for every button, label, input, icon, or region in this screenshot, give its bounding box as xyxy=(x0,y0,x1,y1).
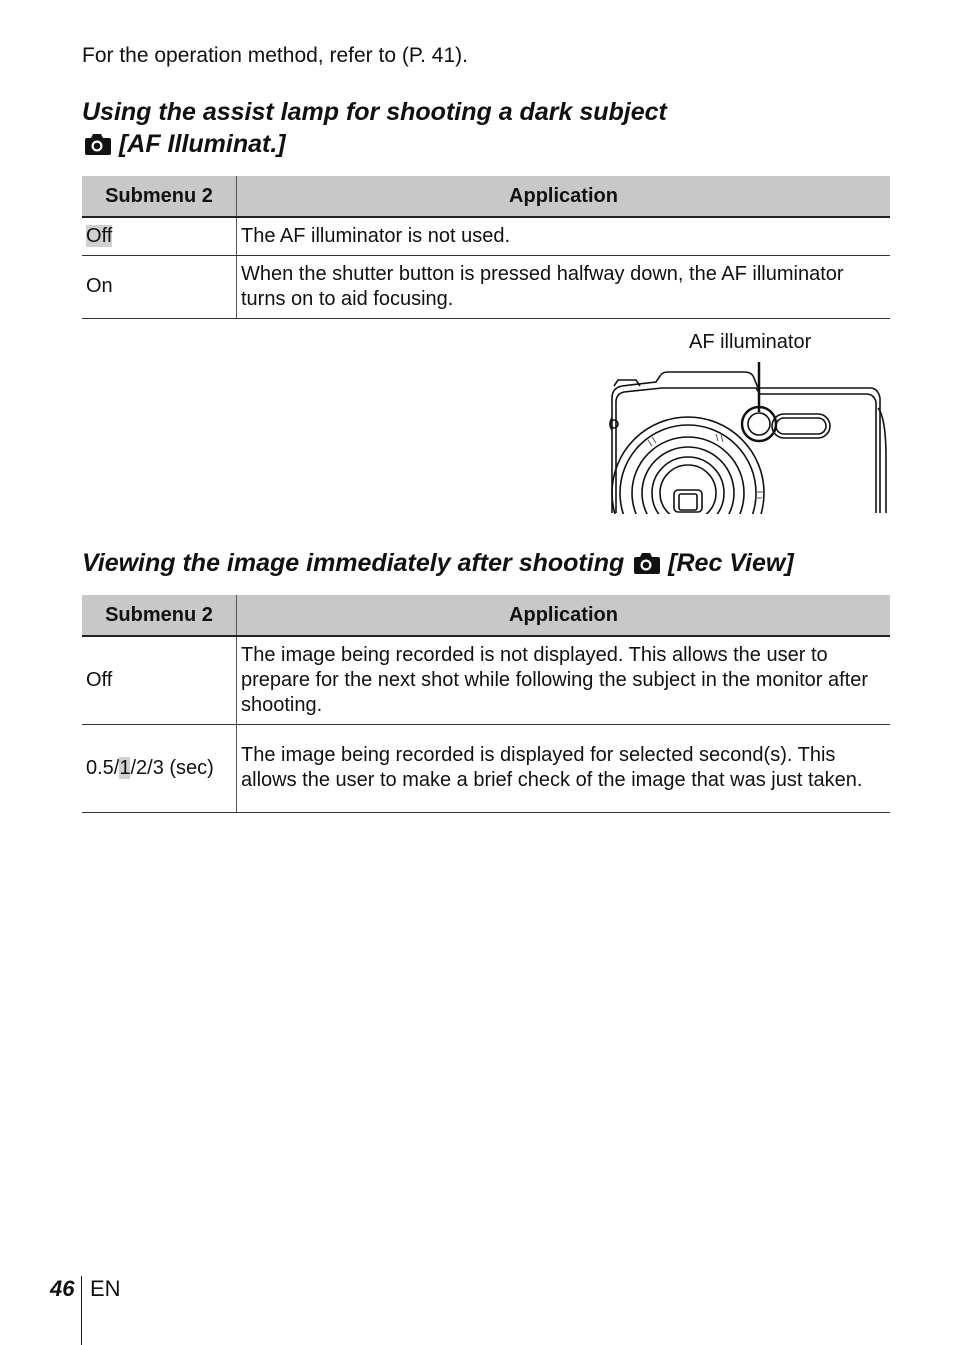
table-row xyxy=(82,217,890,255)
camera-icon xyxy=(631,551,661,575)
table-row xyxy=(82,724,890,812)
setting-cell xyxy=(82,217,237,255)
column-header-submenu: Submenu 2 xyxy=(82,176,237,217)
column-header-submenu: Submenu 2 xyxy=(82,595,237,636)
column-header-application: Application xyxy=(237,595,891,636)
table-row xyxy=(82,636,890,724)
language-label: EN xyxy=(90,1276,121,1301)
setting-prefix: 0.5/ xyxy=(86,756,120,779)
intro-text: For the operation method, refer to (P. 41). xyxy=(82,44,468,67)
default-setting-highlight: 1 xyxy=(119,756,131,779)
camera-illustration xyxy=(608,358,888,514)
column-header-application: Application xyxy=(237,176,891,217)
default-setting-highlight: Off xyxy=(86,224,113,247)
description-cell: The image being recorded is not displayed. This allows the user to prepare for the next shot while following the subject in the monitor after shooting. xyxy=(237,636,891,724)
af-illuminator-table xyxy=(82,176,890,319)
heading-menu-name: [Rec View] xyxy=(668,549,794,577)
table-header-row xyxy=(82,595,890,636)
footer-divider xyxy=(81,1276,82,1345)
setting-suffix: /2/3 (sec) xyxy=(130,756,214,779)
section-heading-af-illuminator xyxy=(82,96,667,160)
camera-icon xyxy=(82,132,112,156)
description-cell: When the shutter button is pressed halfway down, the AF illuminator turns on to aid focusing. xyxy=(237,255,891,318)
heading-text: Viewing the image immediately after shooting xyxy=(82,549,625,577)
section-heading-rec-view xyxy=(82,547,794,579)
rec-view-table xyxy=(82,595,890,813)
setting-cell: Off xyxy=(82,636,237,724)
heading-menu-name: [AF Illuminat.] xyxy=(118,130,286,158)
page-number: 46 xyxy=(50,1276,75,1301)
table-header-row xyxy=(82,176,890,217)
description-cell: The image being recorded is displayed for selected second(s). This allows the user to make a brief check of the image that was just taken. xyxy=(237,724,891,812)
setting-cell: On xyxy=(82,255,237,318)
table-row xyxy=(82,255,890,318)
af-illuminator-callout-label: AF illuminator xyxy=(689,331,812,353)
setting-cell xyxy=(82,724,237,812)
description-cell: The AF illuminator is not used. xyxy=(237,217,891,255)
heading-text: Using the assist lamp for shooting a dark subject xyxy=(82,98,667,126)
